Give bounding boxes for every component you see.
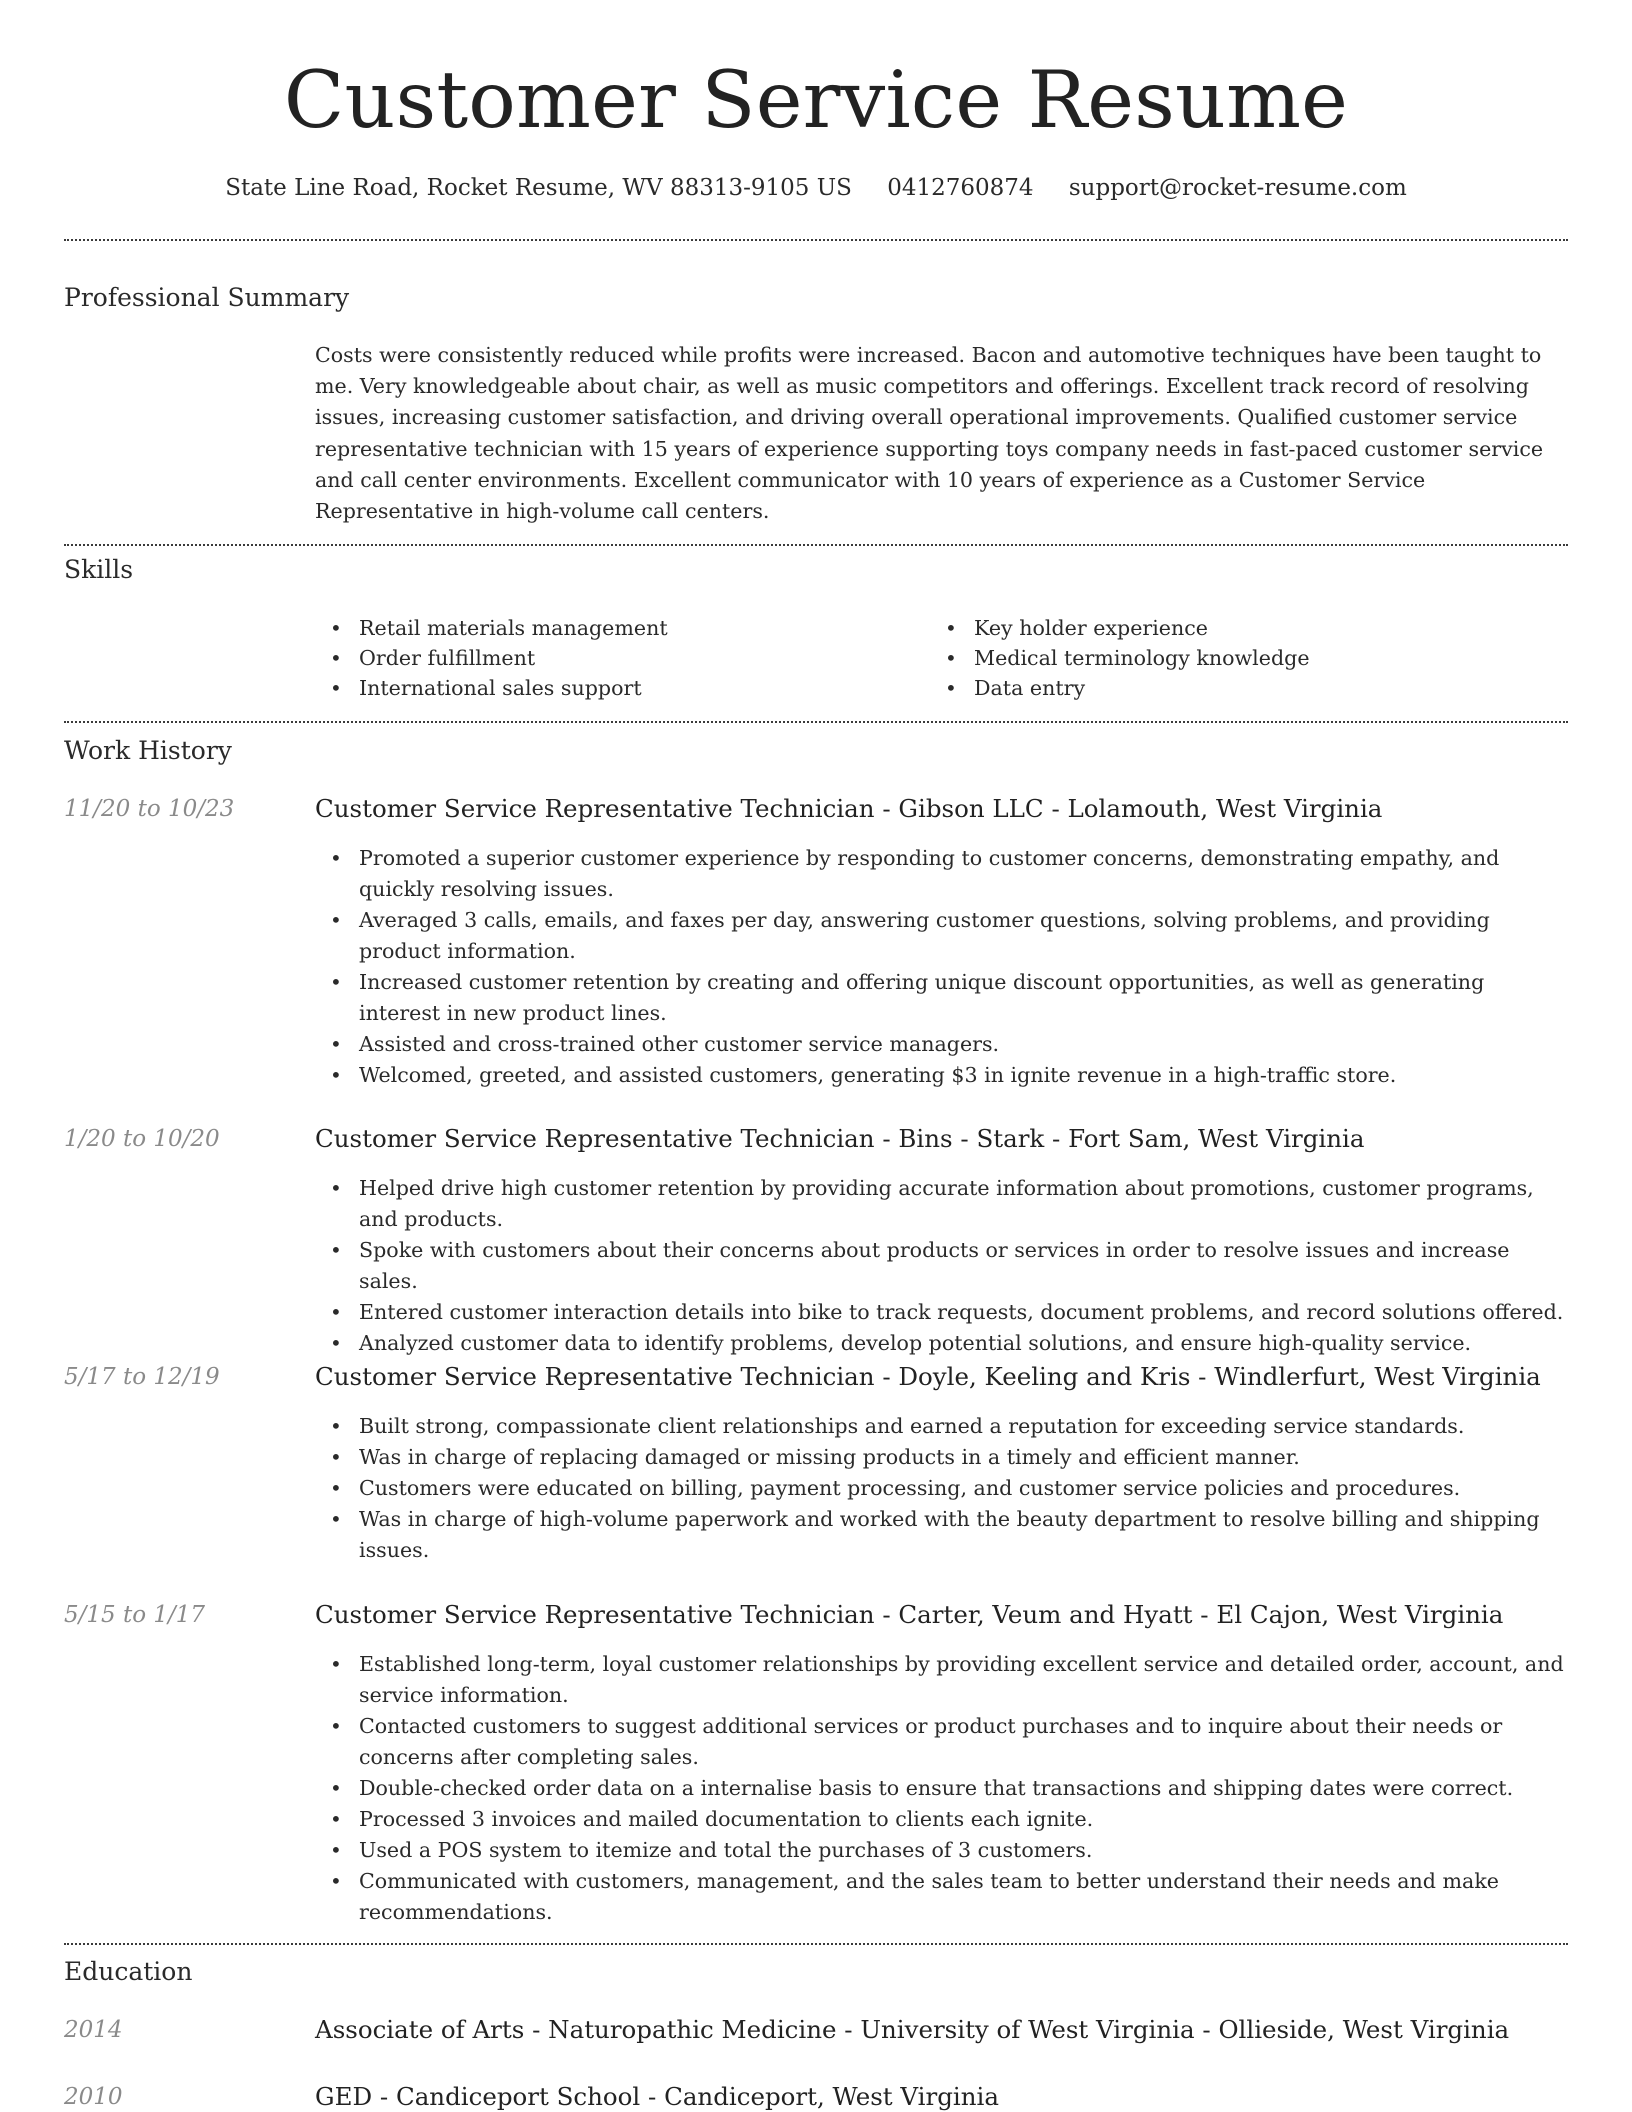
job-bullet: • Entered customer interaction details into bike to track requests, document problems, and record solutions offered.	[315, 1297, 1565, 1328]
job-bullet: • Built strong, compassionate client relationships and earned a reputation for exceeding service standards.	[315, 1411, 1565, 1442]
job-dates: 5/17 to 12/19	[64, 1364, 220, 1390]
job-bullet: • Established long-term, loyal customer relationships by providing excellent service and detailed order, account, and service information.	[315, 1649, 1565, 1711]
skill-item: • Data entry	[930, 673, 1530, 703]
job-dates: 11/20 to 10/23	[64, 796, 235, 822]
contact-line	[0, 171, 1632, 205]
job-bullet: • Promoted a superior customer experience by responding to customer concerns, demonstrating empathy, and quickly resolving issues.	[315, 843, 1565, 905]
education-year: 2010	[64, 2084, 123, 2110]
resume-title: Customer Service Resume	[283, 54, 1349, 146]
job-bullet: • Welcomed, greeted, and assisted customers, generating $3 in ignite revenue in a high-traffic store.	[315, 1060, 1565, 1091]
contact-address: State Line Road, Rocket Resume, WV 88313-9105 US	[225, 175, 852, 201]
job-bullet: • Used a POS system to itemize and total the purchases of 3 customers.	[315, 1835, 1565, 1866]
summary-heading: Professional Summary	[64, 283, 350, 312]
job-bullet: • Contacted customers to suggest additional services or product purchases and to inquire about their needs or concerns after completing sales.	[315, 1711, 1565, 1773]
education-year: 2014	[64, 2017, 123, 2043]
education-title: GED - Candiceport School - Candiceport, West Virginia	[315, 2082, 999, 2111]
skill-item: • Medical terminology knowledge	[930, 643, 1530, 673]
job-dates: 1/20 to 10/20	[64, 1126, 220, 1152]
job-bullet: • Averaged 3 calls, emails, and faxes per day, answering customer questions, solving problems, and providing product information.	[315, 905, 1565, 967]
divider	[64, 239, 1568, 241]
job-title: Customer Service Representative Technician - Carter, Veum and Hyatt - El Cajon, West Virginia	[315, 1600, 1504, 1629]
education-heading: Education	[64, 1957, 193, 1986]
job-title: Customer Service Representative Technician - Doyle, Keeling and Kris - Windlerfurt, West Virginia	[315, 1362, 1541, 1391]
skill-item: • Key holder experience	[930, 613, 1530, 643]
work-heading: Work History	[64, 736, 232, 765]
job-bullet: • Processed 3 invoices and mailed documentation to clients each ignite.	[315, 1804, 1565, 1835]
job-bullet: • Increased customer retention by creating and offering unique discount opportunities, as well as generating interest in new product lines.	[315, 967, 1565, 1029]
contact-email: support@rocket-resume.com	[1068, 175, 1407, 201]
job-title: Customer Service Representative Technician - Bins - Stark - Fort Sam, West Virginia	[315, 1124, 1365, 1153]
job-bullet: • Spoke with customers about their concerns about products or services in order to resolve issues and increase sales.	[315, 1235, 1565, 1297]
divider	[64, 544, 1568, 546]
job-bullets	[315, 1173, 1565, 1359]
contact-phone: 0412760874	[887, 175, 1034, 201]
job-bullet: • Customers were educated on billing, payment processing, and customer service policies and procedures.	[315, 1473, 1565, 1504]
job-bullets	[315, 843, 1565, 1091]
job-bullet: • Double-checked order data on a internalise basis to ensure that transactions and shipping dates were correct.	[315, 1773, 1565, 1804]
skills-list-right	[930, 613, 1530, 703]
skill-item: • Retail materials management	[315, 613, 915, 643]
job-dates: 5/15 to 1/17	[64, 1602, 206, 1628]
job-bullet: • Communicated with customers, management, and the sales team to better understand their needs and make recommendations.	[315, 1866, 1565, 1928]
divider	[64, 1943, 1568, 1945]
education-title: Associate of Arts - Naturopathic Medicine - University of West Virginia - Ollieside, West Virginia	[315, 2015, 1510, 2044]
skills-heading: Skills	[64, 555, 134, 584]
job-bullets	[315, 1411, 1565, 1566]
job-bullet: • Analyzed customer data to identify problems, develop potential solutions, and ensure high-quality service.	[315, 1328, 1565, 1359]
job-bullets	[315, 1649, 1565, 1928]
skills-list-left	[315, 613, 915, 703]
job-bullet: • Was in charge of replacing damaged or missing products in a timely and efficient manner.	[315, 1442, 1565, 1473]
divider	[64, 721, 1568, 723]
skill-item: • Order fulfillment	[315, 643, 915, 673]
summary-text: Costs were consistently reduced while profits were increased. Bacon and automotive techniques have been taught to me. Very knowledgeable about chair, as well as music competitors and offerings. Excellent track record of resolving issues, increasing customer satisfaction, and driving overall operational improvements. Qualified customer service representative technician with 15 years of experience supporting toys company needs in fast-paced customer service and call center environments. Excellent communicator with 10 years of experience as a Customer Service Representative in high-volume call centers.	[315, 343, 1544, 524]
job-title: Customer Service Representative Technician - Gibson LLC - Lolamouth, West Virginia	[315, 794, 1383, 823]
job-bullet: • Helped drive high customer retention by providing accurate information about promotions, customer programs, and products.	[315, 1173, 1565, 1235]
job-bullet: • Was in charge of high-volume paperwork and worked with the beauty department to resolve billing and shipping issues.	[315, 1504, 1565, 1566]
skill-item: • International sales support	[315, 673, 915, 703]
job-bullet: • Assisted and cross-trained other customer service managers.	[315, 1029, 1565, 1060]
